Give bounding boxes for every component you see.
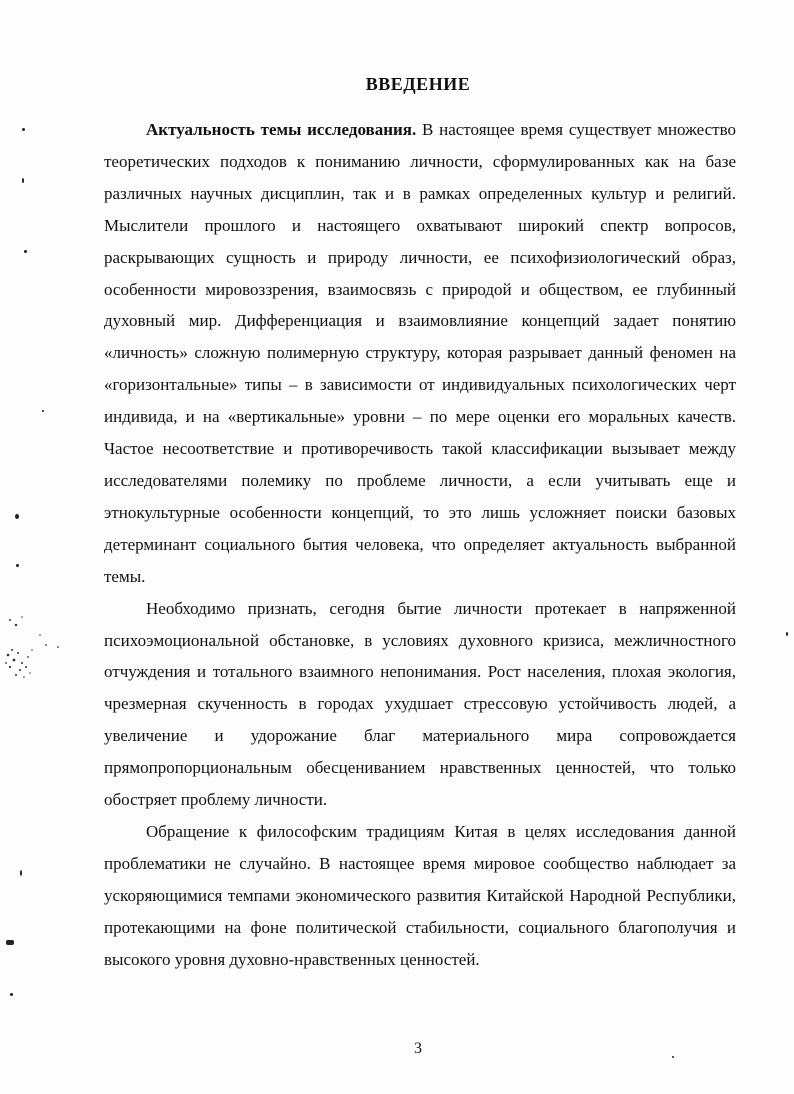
- paragraph-3: [104, 816, 736, 976]
- scan-speck: [6, 940, 14, 945]
- paragraph-text: Необходимо признать, сегодня бытие личности протекает в напряженной психоэмоциональной обстановке, в условиях духовного кризиса, межличностного отчуждения и тотального взаимного непонимания. Рост населения, плохая экология, чрезмерная скученность в городах ухудшает стрессовую устойчивость людей, а увеличение и удорожание благ материального мира сопровождается прямопропорциональным обесцениванием нравственных ценностей, что только обостряет проблему личности.: [104, 598, 736, 810]
- scan-speck: [24, 250, 27, 253]
- paragraph-1: [104, 114, 736, 593]
- page-number: 3: [414, 1040, 422, 1057]
- paragraph-text: В настоящее время существует множество теоретических подходов к пониманию личности, сформулированных как на базе различных научных дисциплин, так и в рамках определенных культур и религий. Мыслители прошлого и настоящего охватывают широкий спектр вопросов, раскрывающих сущность и природу личности, ее психофизиологический образ, особенности мировоззрения, взаимосвязь с природой и обществом, ее глубинный духовный мир. Дифференциация и взаимовлияние концепций задает понятию «личность» сложную полимерную структуру, которая разрывает данный феномен на «горизонтальные» типы – в зависимости от индивидуальных психологических черт индивида, и на «вертикальные» уровни – по мере оценки его моральных качеств. Частое несоответствие и противоречивость такой классификации вызывает между исследователями полемику по проблеме личности, а если учитывать еще и этнокультурные особенности концепций, то это лишь усложняет поиски базовых детерминант социального бытия человека, что определяет актуальность выбранной темы.: [104, 120, 736, 586]
- scan-speck: [20, 870, 22, 876]
- scan-speck: [16, 564, 19, 567]
- scan-noise: [2, 605, 62, 685]
- paragraph-lead: Актуальность темы исследования.: [146, 120, 417, 139]
- scan-speck: [672, 1056, 674, 1058]
- scan-speck: [22, 128, 25, 131]
- scan-speck: [42, 410, 44, 412]
- scan-speck: [786, 632, 788, 636]
- body-text: [104, 114, 736, 975]
- section-heading: ВВЕДЕНИЕ: [365, 74, 471, 94]
- scan-speck: [10, 993, 13, 996]
- scan-speck: [22, 178, 24, 183]
- paragraph-2: [104, 593, 736, 816]
- scan-speck: [15, 514, 19, 519]
- paragraph-text: Обращение к философским традициям Китая в целях исследования данной проблематики не случайно. В настоящее время мировое сообщество наблюдает за ускоряющимися темпами экономического развития Китайской Народной Республики, протекающими на фоне политической стабильности, социального благополучия и высокого уровня духовно-нравственных ценностей.: [104, 821, 736, 969]
